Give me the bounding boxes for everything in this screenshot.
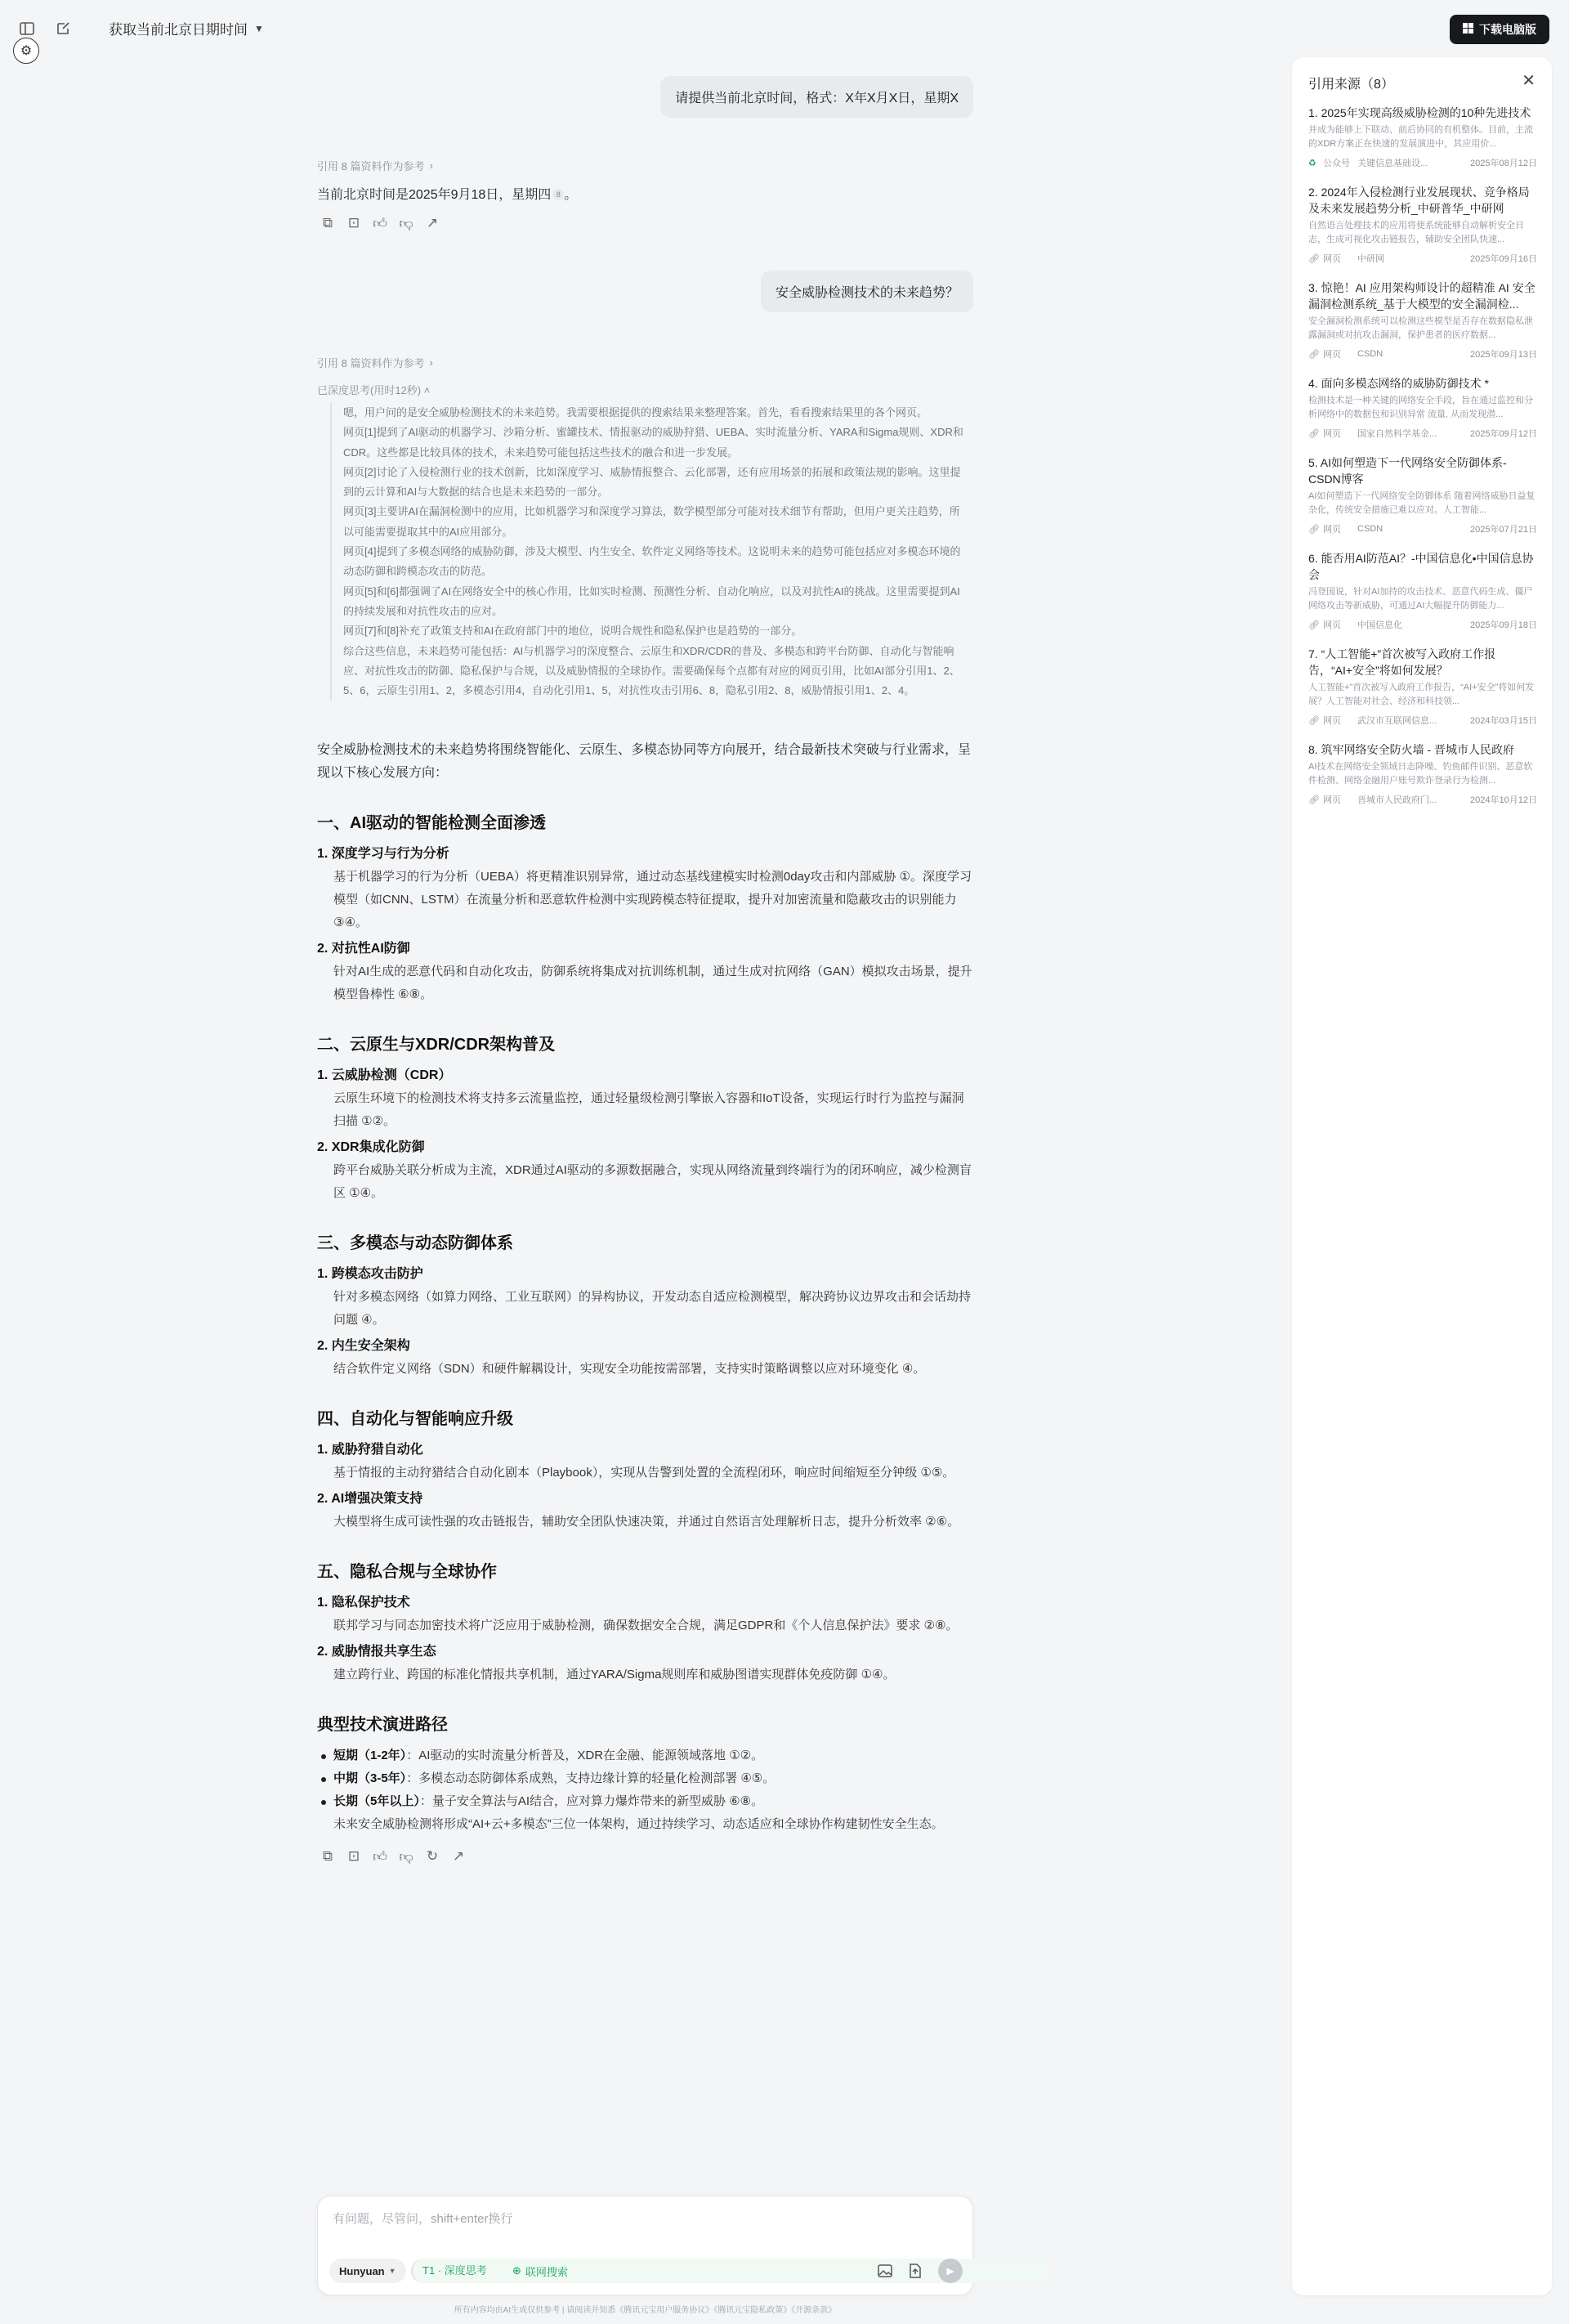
roadmap-item [317,1767,973,1790]
citation-badge[interactable]: 8 [552,189,564,200]
source-meta [1308,347,1537,360]
item-text: 基于机器学习的行为分析（UEBA）将更精准识别异常，通过动态基线建模实时检测0day攻击和内部威胁 ①。深度学习模型（如CNN、LSTM）在流量分析和恶意软件检测中实现跨模态特征提取，提升对加密流量和隐蔽攻击的识别能力 ③④。 [333,870,972,929]
source-title: 8. 筑牢网络安全防火墙 - 晋城市人民政府 [1308,743,1515,756]
link-icon: 🔗︎ [1308,349,1320,360]
source-item[interactable] [1308,280,1537,360]
deep-think-label: T1 · 深度思考 [422,2264,487,2277]
message-actions-2 [320,1849,977,1864]
source-kind: 网页 [1323,525,1341,535]
source-snippet: AI技术在网络安全领域日志降噪、钓鱼邮件识别、恶意软件检测、网络金融用户账号欺诈登录行为检测... [1308,762,1533,786]
source-title: 2. 2024年入侵检测行业发展现状、竞争格局及未来发展趋势分析_中研普华_中研网 [1308,186,1530,215]
source-site: 关键信息基础设... [1357,159,1428,168]
roadmap-term: 短期（1-2年） [333,1749,407,1762]
thumbs-down-icon[interactable]: 👎︎ [399,215,413,231]
item-text: 云原生环境下的检测技术将支持多云流量监控，通过轻量级检测引擎嵌入容器和IoT设备，实现运行时行为监控与漏洞扫描 ①②。 [333,1091,964,1128]
source-kind: 网页 [1323,350,1341,360]
item-text: 针对多模态网络（如算力网络、工业互联网）的异构协议，开发动态自适应检测模型，解决跨协议边界攻击和会话劫持问题 ④。 [333,1290,972,1327]
answer-intro: 安全威胁检测技术的未来趋势将围绕智能化、云原生、多模态协同等方向展开，结合最新技术突破与行业需求，呈现以下核心发展方向： [317,743,972,780]
user-message-1: 请提供当前北京时间，格式：X年X月X日，星期X [660,76,973,118]
sources-list [1308,105,1537,821]
model-label: Hunyuan [339,2264,385,2277]
source-site: 中研网 [1357,254,1384,264]
item-title: 1. 威胁狩猎自动化 [317,1443,423,1457]
chat-input-box[interactable] [317,2196,973,2295]
new-chat-icon[interactable] [52,18,74,39]
copy-icon[interactable]: ⧉ [322,1848,333,1864]
source-snippet: 并成为能够上下联动、前后协同的有机整体。目前，主流的XDR方案正在快速的发展演进中，其应用价... [1308,125,1533,149]
close-icon[interactable]: ✕ [1522,72,1535,90]
item-text: 结合软件定义网络（SDN）和硬件解耦设计，实现安全功能按需部署，支持实时策略调整以应对环境变化 ④。 [333,1362,926,1376]
source-snippet: 冯登国说，针对AI加持的攻击技术、恶意代码生成、僵尸网络攻击等新威胁，可通过AI大幅提升防御能力... [1308,587,1533,611]
thinking-paragraph: 网页[3]主要讲AI在漏洞检测中的应用，比如机器学习和深度学习算法，数学模型部分可能对技术细节有帮助，但用户更关注趋势，所以可能需要提取其中的AI应用部分。 [343,505,960,538]
roadmap-item [317,1790,973,1813]
source-date: 2025年09月13日 [1470,350,1537,360]
item-text: 针对AI生成的恶意代码和自动化攻击，防御系统将集成对抗训练机制，通过生成对抗网络（GAN）模拟攻击场景，提升模型鲁棒性 ⑥⑧。 [333,965,972,1001]
answer-1-period: 。 [564,188,578,202]
references-link-2[interactable] [317,355,433,370]
thinking-paragraph: 网页[2]讨论了入侵检测行业的技术创新，比如深度学习、威胁情报整合、云化部署，还有应用场景的拓展和政策法规的影响。这里提到的云计算和AI与大数据的结合也是未来趋势的一部分。 [343,465,961,499]
source-title: 7. “人工智能+”首次被写入政府工作报告，“AI+安全”将如何发展？ [1308,647,1496,677]
thumbs-up-icon[interactable]: 👍︎ [373,215,387,231]
bookmark-icon[interactable]: ⊡ [347,215,360,231]
chevron-down-icon: ▼ [388,2267,396,2275]
source-snippet: 人工智能+”首次被写入政府工作报告，“AI+安全”将如何发展？人工智能对社会、经济和科技领... [1308,683,1535,706]
source-date: 2024年03月15日 [1470,716,1537,726]
roadmap-item [317,1744,973,1767]
link-icon: 🔗︎ [1308,795,1320,805]
item-text: 建立跨行业、跨国的标准化情报共享机制，通过YARA/Sigma规则库和威胁图谱实现群体免疫防御 ①④。 [333,1668,896,1681]
roadmap-text: ：多模态动态防御体系成熟，支持边缘计算的轻量化检测部署 ④⑤。 [406,1771,776,1785]
roadmap-heading: 典型技术演进路径 [317,1716,448,1734]
thinking-paragraph: 综合这些信息，未来趋势可能包括：AI与机器学习的深度整合、云原生和XDR/CDR的普及、多模态和跨平台防御、自动化与智能响应、对抗性攻击的防御、隐私保护与合规，以及威胁情报的全球协作。需要确保每个点都有对应的网页引用，比如AI部分引用1、2、5、6，云原生引用1、2，多模态引用4，自动化引用1、5，对抗性攻击引用6、8，隐私引用2、8，威胁情报引用1、2、4。 [343,644,960,697]
source-title: 1. 2025年实现高级威胁检测的10种先进技术 [1308,106,1531,119]
send-button[interactable]: ▶ [938,2259,963,2283]
source-date: 2025年07月21日 [1470,525,1537,535]
item-title: 2. XDR集成化防御 [317,1140,425,1154]
section-heading: 一、AI驱动的智能检测全面渗透 [317,814,546,832]
link-icon: 🔗︎ [1308,715,1320,726]
web-search-label: 联网搜索 [525,2265,568,2278]
source-kind: 网页 [1323,716,1341,726]
source-item[interactable] [1308,184,1537,265]
assistant-answer-1 [317,184,577,203]
section-heading: 四、自动化与智能响应升级 [317,1410,513,1428]
link-icon: 🔗︎ [1308,620,1320,630]
source-kind: 网页 [1323,795,1341,805]
source-item[interactable] [1308,646,1537,727]
section-heading: 二、云原生与XDR/CDR架构普及 [317,1036,556,1054]
windows-icon [1463,23,1473,36]
thinking-content [330,403,969,701]
wechat-icon: ♻ [1308,158,1316,168]
roadmap-text: ：AI驱动的实时流量分析普及，XDR在金融、能源领域落地 ①②。 [406,1749,764,1762]
roadmap-text: ：量子安全算法与AI结合，应对算力爆炸带来的新型威胁 ⑥⑧。 [419,1794,764,1808]
deep-thinking-label: 已深度思考(用时12秒) [317,384,422,396]
link-icon: 🔗︎ [1308,253,1320,264]
source-meta [1308,793,1537,806]
globe-icon: ⊕ [512,2264,521,2277]
source-site: CSDN [1357,349,1383,359]
download-desktop-button[interactable] [1450,15,1549,44]
source-kind: 公众号 [1323,159,1350,168]
item-title: 2. AI增强决策支持 [317,1492,423,1506]
footer-disclaimer: 所有内容均由AI生成仅供参考 | 请阅读并知悉《腾讯元宝用户服务协议》《腾讯元宝隐私政策》《开源条款》 [454,2306,837,2315]
section-heading: 五、隐私合规与全球协作 [317,1563,497,1581]
chevron-right-icon: › [429,356,433,369]
source-meta [1308,427,1537,440]
copy-icon[interactable]: ⧉ [322,215,333,231]
item-title: 2. 威胁情报共享生态 [317,1645,436,1659]
thinking-paragraph: 网页[5]和[6]都强调了AI在网络安全中的核心作用，比如实时检测、预测性分析、自动化响应，以及对抗性AI的挑战。这里需要提到AI的持续发展和对抗性攻击的应对。 [343,584,960,617]
source-title: 3. 惊艳！AI 应用架构师设计的超精准 AI 安全漏洞检测系统_基于大模型的安全漏洞检... [1308,281,1535,311]
source-date: 2025年09月16日 [1470,254,1537,264]
chevron-up-icon: ˄ [423,384,431,396]
source-site: 晋城市人民政府门... [1357,795,1437,805]
source-meta [1308,252,1537,265]
share-icon[interactable]: ↗ [426,215,439,231]
web-search-toggle[interactable] [503,2259,578,2283]
source-meta [1308,618,1537,631]
source-meta [1308,156,1537,169]
section-heading: 三、多模态与动态防御体系 [317,1234,513,1252]
source-date: 2025年09月12日 [1470,429,1537,439]
source-title: 5. AI如何塑造下一代网络安全防御体系-CSDN博客 [1308,456,1507,486]
bookmark-icon[interactable]: ⊡ [347,1848,360,1864]
source-title: 6. 能否用AI防范AI？-中国信息化•中国信息协会 [1308,552,1534,581]
file-upload-icon[interactable] [906,2262,924,2280]
regenerate-icon[interactable]: ↻ [426,1848,439,1864]
source-site: 国家自然科学基金... [1357,429,1437,439]
answer-1-text: 当前北京时间是2025年9月18日，星期四 [317,188,552,202]
source-kind: 网页 [1323,429,1341,439]
source-kind: 网页 [1323,620,1341,630]
download-desktop-label: 下载电脑版 [1479,23,1536,36]
source-title: 4. 面向多模态网络的威胁防御技术 * [1308,377,1489,390]
roadmap-term: 长期（5年以上） [333,1794,420,1808]
item-text: 大模型将生成可读性强的攻击链报告，辅助安全团队快速决策，并通过自然语言处理解析日志，提升分析效率 ②⑥。 [333,1515,960,1529]
source-kind: 网页 [1323,254,1341,264]
source-site: 武汉市互联网信息... [1357,716,1437,726]
item-title: 1. 云威胁检测（CDR） [317,1068,452,1082]
source-snippet: 安全漏洞检测系统可以检测这些模型是否存在数据隐私泄露漏洞或对抗攻击漏洞，保护患者的医疗数据... [1308,316,1533,340]
thumbs-down-icon[interactable]: 👎︎ [399,1848,413,1865]
conversation-title-text: 获取当前北京日期时间 [109,22,248,38]
references-link-1[interactable] [317,158,433,173]
share-icon[interactable]: ↗ [452,1848,465,1864]
source-date: 2025年09月18日 [1470,620,1537,630]
source-snippet: AI如何塑造下一代网络安全防御体系 随着网络威胁日益复杂化，传统安全措施已难以应对。人工智能... [1308,491,1535,515]
answer-closing: 未来安全威胁检测将形成“AI+云+多模态”三位一体架构，通过持续学习、动态适应和全球协作构建韧性安全生态。 [333,1817,944,1831]
link-icon: 🔗︎ [1308,428,1320,439]
source-date: 2024年10月12日 [1470,795,1537,805]
thinking-paragraph: 嗯，用户问的是安全威胁检测技术的未来趋势。我需要根据提供的搜索结果来整理答案。首先，看看搜索结果里的各个网页。 [343,406,928,419]
user-message-2: 安全威胁检测技术的未来趋势？ [761,271,973,312]
source-item[interactable] [1308,105,1537,169]
item-text: 跨平台威胁关联分析成为主流，XDR通过AI驱动的多源数据融合，实现从网络流量到终端行为的闭环响应，减少检测盲区 ①④。 [333,1163,972,1200]
source-site: CSDN [1357,524,1383,534]
message-actions-1 [320,216,440,231]
sources-title: 引用来源（8） [1308,78,1394,92]
chat-input-placeholder[interactable]: 有问题，尽管问，shift+enter换行 [333,2212,513,2226]
references-label-2: 引用 8 篇资料作为参考 [317,357,425,369]
source-date: 2025年08月12日 [1470,159,1537,168]
image-upload-icon[interactable] [876,2262,894,2280]
conversation-title[interactable] [109,18,264,38]
assistant-answer-2 [317,739,973,1864]
item-title: 1. 深度学习与行为分析 [317,847,449,861]
thinking-paragraph: 网页[4]提到了多模态网络的威胁防御，涉及大模型、内生安全、软件定义网络等技术。这说明未来的趋势可能包括应对多模态环境的动态防御和跨模态攻击的防范。 [343,545,961,578]
source-site: 中国信息化 [1357,620,1402,630]
model-selector[interactable] [329,2259,406,2283]
chevron-right-icon: › [429,159,433,172]
source-meta [1308,522,1537,535]
link-icon: 🔗︎ [1308,524,1320,535]
deep-thinking-toggle[interactable] [317,382,430,397]
thinking-paragraph: 网页[1]提到了AI驱动的机器学习、沙箱分析、蜜罐技术、情报驱动的威胁狩猎、UEBA、实时流量分析、YARA和Sigma规则、XDR和CDR。这些都是比较具体的技术，未来趋势可能包括这些技术的融合和进一步发展。 [343,426,963,459]
source-item[interactable] [1308,741,1537,806]
item-text: 基于情报的主动狩猎结合自动化剧本（Playbook），实现从告警到处置的全流程闭环，响应时间缩短至分钟级 ①⑤。 [333,1466,955,1480]
roadmap-term: 中期（3-5年） [333,1771,407,1785]
top-bar [0,0,1569,57]
item-title: 1. 隐私保护技术 [317,1596,410,1610]
item-text: 联邦学习与同态加密技术将广泛应用于威胁检测，确保数据安全合规，满足GDPR和《个人信息保护法》要求 ②⑧。 [333,1619,959,1632]
item-title: 1. 跨模态攻击防护 [317,1267,423,1281]
settings-icon[interactable]: ⚙ [13,38,39,64]
source-item[interactable] [1308,550,1537,631]
roadmap-list [317,1744,973,1813]
item-title: 2. 内生安全架构 [317,1339,410,1353]
source-item[interactable] [1308,455,1537,535]
item-title: 2. 对抗性AI防御 [317,942,410,956]
thumbs-up-icon[interactable]: 👍︎ [373,1848,387,1865]
source-snippet: 自然语言处理技术的应用将使系统能够自动解析安全日志，生成可视化攻击链报告，辅助安全团队快速... [1308,221,1524,244]
chevron-down-icon: ▼ [254,22,264,34]
source-item[interactable] [1308,375,1537,440]
sources-panel [1292,57,1552,2295]
source-meta [1308,714,1537,727]
sidebar-toggle-icon[interactable] [16,18,38,39]
source-snippet: 检测技术是一种关键的网络安全手段，旨在通过监控和分析网络中的数据包和识别异常 流量, 从而发现潜... [1308,396,1533,419]
references-label-1: 引用 8 篇资料作为参考 [317,160,425,172]
thinking-paragraph: 网页[7]和[8]补充了政策支持和AI在政府部门中的地位，说明合规性和隐私保护也是趋势的一部分。 [343,625,802,638]
